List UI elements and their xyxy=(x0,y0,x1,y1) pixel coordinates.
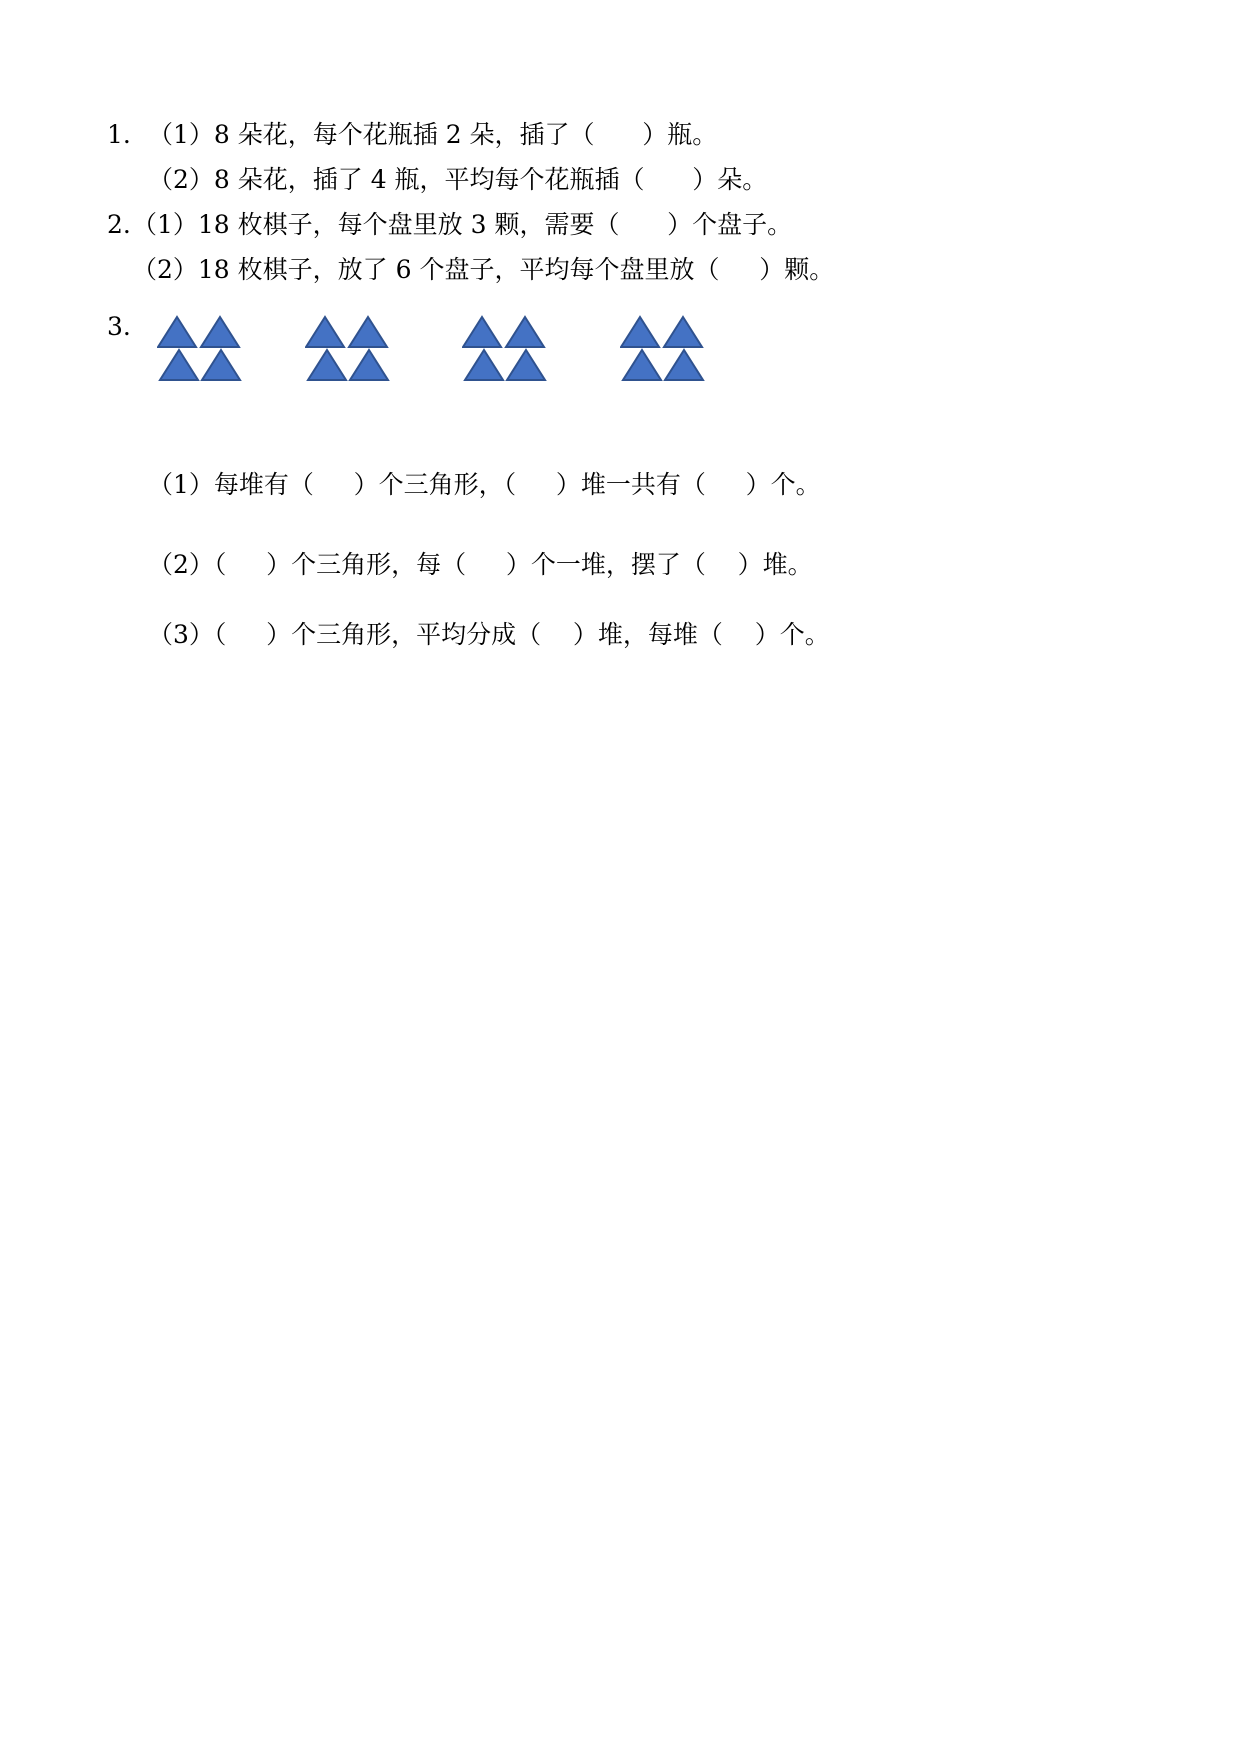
q3-number: 3. xyxy=(107,312,131,341)
triangle-shape xyxy=(621,317,659,347)
triangle-shape xyxy=(349,317,387,347)
triangle-group-svg xyxy=(620,315,710,385)
triangle-shape xyxy=(201,317,239,347)
q1-number: 1. xyxy=(107,120,131,149)
triangle-shape xyxy=(158,317,196,347)
triangle-group-2 xyxy=(305,315,395,385)
triangle-shape xyxy=(507,350,545,380)
q1-part2-text: （2）8 朵花，插了 4 瓶，平均每个花瓶插（ ）朵。 xyxy=(148,165,768,194)
triangle-shape xyxy=(350,350,388,380)
triangle-shape xyxy=(463,317,501,347)
triangle-shape xyxy=(506,317,544,347)
triangle-shape xyxy=(160,350,198,380)
triangle-shape xyxy=(664,317,702,347)
triangle-shape xyxy=(306,317,344,347)
triangle-shape xyxy=(623,350,661,380)
triangle-group-svg xyxy=(305,315,395,385)
triangle-group-1 xyxy=(157,315,247,385)
q1-part1-text: （1）8 朵花，每个花瓶插 2 朵，插了（ ）瓶。 xyxy=(148,120,718,149)
q3-part1-text: （1）每堆有（ ）个三角形，（ ）堆一共有（ ）个。 xyxy=(148,470,821,499)
triangle-group-3 xyxy=(462,315,552,385)
q2-part2-text: （2）18 枚棋子，放了 6 个盘子，平均每个盘里放（ ）颗。 xyxy=(132,255,835,284)
triangle-shape xyxy=(308,350,346,380)
triangle-group-svg xyxy=(462,315,552,385)
q2-number: 2. xyxy=(107,210,131,239)
q3-part2-text: （2）（ ）个三角形，每（ ）个一堆，摆了（ ）堆。 xyxy=(148,550,813,579)
triangle-group-svg xyxy=(157,315,247,385)
triangle-shape xyxy=(202,350,240,380)
q3-part3-text: （3）（ ）个三角形，平均分成（ ）堆，每堆（ ）个。 xyxy=(148,620,830,649)
triangle-shape xyxy=(465,350,503,380)
q2-part1-text: （1）18 枚棋子，每个盘里放 3 颗，需要（ ）个盘子。 xyxy=(132,210,793,239)
triangle-shape xyxy=(665,350,703,380)
triangle-group-4 xyxy=(620,315,710,385)
